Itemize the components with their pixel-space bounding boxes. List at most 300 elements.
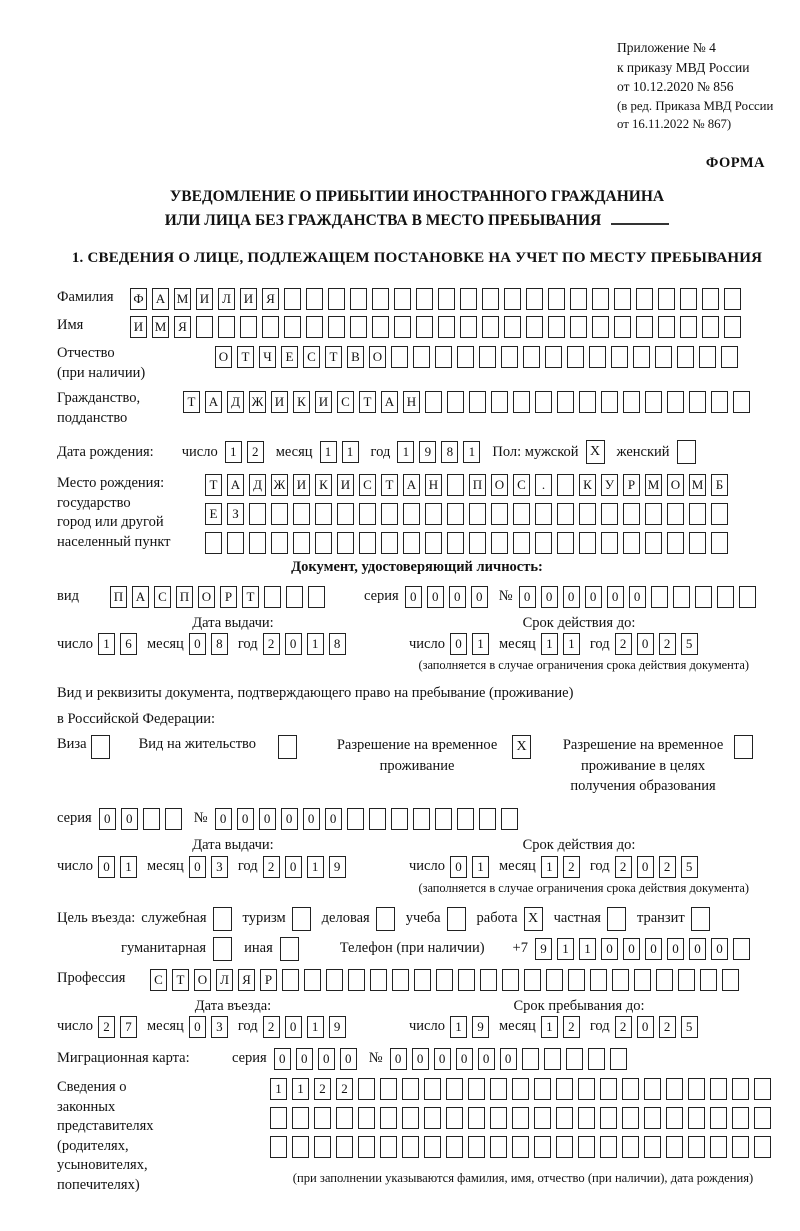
- char-cell[interactable]: [469, 503, 486, 525]
- char-cell[interactable]: [689, 532, 706, 554]
- char-cell[interactable]: [710, 1136, 727, 1158]
- char-cell[interactable]: Е: [205, 503, 222, 525]
- char-cell[interactable]: 0: [519, 586, 536, 608]
- char-cell[interactable]: [579, 391, 596, 413]
- char-cell[interactable]: Т: [205, 474, 222, 496]
- char-cell[interactable]: Л: [218, 288, 235, 310]
- char-cell[interactable]: 1: [563, 633, 580, 655]
- char-cell[interactable]: [724, 316, 741, 338]
- char-cell[interactable]: [372, 316, 389, 338]
- char-cell[interactable]: И: [337, 474, 354, 496]
- char-cell[interactable]: [645, 503, 662, 525]
- char-cell[interactable]: [732, 1078, 749, 1100]
- char-cell[interactable]: [666, 1107, 683, 1129]
- char-cell[interactable]: [522, 1048, 539, 1070]
- char-cell[interactable]: 1: [541, 1016, 558, 1038]
- char-cell[interactable]: [438, 288, 455, 310]
- char-cell[interactable]: [262, 316, 279, 338]
- char-cell[interactable]: [556, 1107, 573, 1129]
- char-cell[interactable]: 2: [659, 1016, 676, 1038]
- char-cell[interactable]: [446, 1078, 463, 1100]
- char-cell[interactable]: [436, 969, 453, 991]
- char-cell[interactable]: [218, 316, 235, 338]
- char-cell[interactable]: К: [293, 391, 310, 413]
- char-cell[interactable]: [469, 391, 486, 413]
- char-cell[interactable]: 0: [427, 586, 444, 608]
- char-cell[interactable]: 0: [259, 808, 276, 830]
- char-cell[interactable]: [700, 969, 717, 991]
- char-cell[interactable]: [479, 808, 496, 830]
- char-cell[interactable]: 0: [637, 1016, 654, 1038]
- char-cell[interactable]: С: [154, 586, 171, 608]
- char-cell[interactable]: Т: [242, 586, 259, 608]
- char-cell[interactable]: [592, 316, 609, 338]
- char-cell[interactable]: О: [369, 346, 386, 368]
- char-cell[interactable]: 0: [98, 856, 115, 878]
- char-cell[interactable]: [414, 969, 431, 991]
- char-cell[interactable]: [680, 316, 697, 338]
- char-cell[interactable]: 0: [296, 1048, 313, 1070]
- char-cell[interactable]: [678, 969, 695, 991]
- char-cell[interactable]: С: [150, 969, 167, 991]
- char-cell[interactable]: [566, 1048, 583, 1070]
- char-cell[interactable]: 0: [318, 1048, 335, 1070]
- char-cell[interactable]: 0: [711, 938, 728, 960]
- char-cell[interactable]: М: [174, 288, 191, 310]
- char-cell[interactable]: 1: [307, 1016, 324, 1038]
- char-cell[interactable]: И: [271, 391, 288, 413]
- char-cell[interactable]: [733, 938, 750, 960]
- char-cell[interactable]: [710, 1107, 727, 1129]
- char-cell[interactable]: Я: [238, 969, 255, 991]
- char-cell[interactable]: П: [110, 586, 127, 608]
- char-cell[interactable]: [425, 391, 442, 413]
- char-cell[interactable]: [557, 391, 574, 413]
- char-cell[interactable]: [578, 1107, 595, 1129]
- char-cell[interactable]: [394, 316, 411, 338]
- char-cell[interactable]: [447, 532, 464, 554]
- char-cell[interactable]: [249, 503, 266, 525]
- char-cell[interactable]: К: [579, 474, 596, 496]
- char-cell[interactable]: [666, 1078, 683, 1100]
- char-cell[interactable]: Т: [325, 346, 342, 368]
- char-cell[interactable]: [513, 532, 530, 554]
- char-cell[interactable]: [314, 1136, 331, 1158]
- char-cell[interactable]: [501, 346, 518, 368]
- char-cell[interactable]: [326, 969, 343, 991]
- char-cell[interactable]: [304, 969, 321, 991]
- char-cell[interactable]: 2: [659, 633, 676, 655]
- purpose-private-checkbox[interactable]: [607, 907, 626, 931]
- char-cell[interactable]: [523, 346, 540, 368]
- char-cell[interactable]: [358, 1107, 375, 1129]
- char-cell[interactable]: [413, 808, 430, 830]
- char-cell[interactable]: 0: [637, 856, 654, 878]
- char-cell[interactable]: [315, 503, 332, 525]
- char-cell[interactable]: [557, 532, 574, 554]
- char-cell[interactable]: 0: [623, 938, 640, 960]
- char-cell[interactable]: [611, 346, 628, 368]
- char-cell[interactable]: 6: [120, 633, 137, 655]
- char-cell[interactable]: Р: [623, 474, 640, 496]
- char-cell[interactable]: 0: [412, 1048, 429, 1070]
- char-cell[interactable]: [402, 1078, 419, 1100]
- char-cell[interactable]: [579, 532, 596, 554]
- char-cell[interactable]: [651, 586, 668, 608]
- char-cell[interactable]: 3: [211, 856, 228, 878]
- char-cell[interactable]: [270, 1107, 287, 1129]
- char-cell[interactable]: [667, 503, 684, 525]
- char-cell[interactable]: [502, 969, 519, 991]
- char-cell[interactable]: С: [337, 391, 354, 413]
- char-cell[interactable]: [457, 808, 474, 830]
- char-cell[interactable]: [535, 532, 552, 554]
- char-cell[interactable]: [350, 316, 367, 338]
- char-cell[interactable]: 9: [329, 1016, 346, 1038]
- char-cell[interactable]: 2: [659, 856, 676, 878]
- char-cell[interactable]: [702, 288, 719, 310]
- char-cell[interactable]: Т: [172, 969, 189, 991]
- char-cell[interactable]: [284, 288, 301, 310]
- char-cell[interactable]: [264, 586, 281, 608]
- char-cell[interactable]: [733, 391, 750, 413]
- char-cell[interactable]: 0: [189, 856, 206, 878]
- char-cell[interactable]: [380, 1136, 397, 1158]
- char-cell[interactable]: 1: [292, 1078, 309, 1100]
- char-cell[interactable]: 3: [211, 1016, 228, 1038]
- char-cell[interactable]: И: [315, 391, 332, 413]
- char-cell[interactable]: [512, 1078, 529, 1100]
- purpose-official-checkbox[interactable]: [213, 907, 232, 931]
- char-cell[interactable]: [623, 503, 640, 525]
- char-cell[interactable]: [460, 316, 477, 338]
- char-cell[interactable]: 7: [120, 1016, 137, 1038]
- char-cell[interactable]: С: [303, 346, 320, 368]
- char-cell[interactable]: 1: [307, 856, 324, 878]
- char-cell[interactable]: [645, 532, 662, 554]
- char-cell[interactable]: [480, 969, 497, 991]
- char-cell[interactable]: [513, 503, 530, 525]
- char-cell[interactable]: [501, 808, 518, 830]
- char-cell[interactable]: [754, 1078, 771, 1100]
- char-cell[interactable]: 9: [419, 441, 436, 463]
- char-cell[interactable]: [315, 532, 332, 554]
- char-cell[interactable]: 0: [645, 938, 662, 960]
- char-cell[interactable]: [656, 969, 673, 991]
- char-cell[interactable]: [556, 1136, 573, 1158]
- char-cell[interactable]: Д: [227, 391, 244, 413]
- char-cell[interactable]: [337, 532, 354, 554]
- char-cell[interactable]: [601, 391, 618, 413]
- char-cell[interactable]: [658, 288, 675, 310]
- char-cell[interactable]: [512, 1136, 529, 1158]
- char-cell[interactable]: [658, 316, 675, 338]
- char-cell[interactable]: [534, 1107, 551, 1129]
- char-cell[interactable]: [359, 532, 376, 554]
- char-cell[interactable]: [544, 1048, 561, 1070]
- char-cell[interactable]: [634, 969, 651, 991]
- char-cell[interactable]: [369, 808, 386, 830]
- char-cell[interactable]: 1: [120, 856, 137, 878]
- char-cell[interactable]: П: [176, 586, 193, 608]
- char-cell[interactable]: И: [130, 316, 147, 338]
- char-cell[interactable]: [667, 391, 684, 413]
- char-cell[interactable]: [546, 969, 563, 991]
- visa-checkbox[interactable]: [91, 735, 110, 759]
- char-cell[interactable]: [491, 532, 508, 554]
- char-cell[interactable]: [359, 503, 376, 525]
- char-cell[interactable]: [479, 346, 496, 368]
- char-cell[interactable]: 0: [405, 586, 422, 608]
- char-cell[interactable]: [282, 969, 299, 991]
- char-cell[interactable]: [350, 288, 367, 310]
- char-cell[interactable]: [680, 288, 697, 310]
- char-cell[interactable]: Я: [174, 316, 191, 338]
- char-cell[interactable]: 1: [307, 633, 324, 655]
- char-cell[interactable]: Ж: [271, 474, 288, 496]
- purpose-transit-checkbox[interactable]: [691, 907, 710, 931]
- char-cell[interactable]: [600, 1107, 617, 1129]
- char-cell[interactable]: [588, 1048, 605, 1070]
- char-cell[interactable]: [699, 346, 716, 368]
- char-cell[interactable]: [622, 1078, 639, 1100]
- char-cell[interactable]: И: [293, 474, 310, 496]
- char-cell[interactable]: [293, 532, 310, 554]
- char-cell[interactable]: [227, 532, 244, 554]
- char-cell[interactable]: [380, 1078, 397, 1100]
- char-cell[interactable]: [394, 288, 411, 310]
- char-cell[interactable]: [435, 346, 452, 368]
- char-cell[interactable]: [601, 503, 618, 525]
- char-cell[interactable]: [380, 1107, 397, 1129]
- char-cell[interactable]: [644, 1136, 661, 1158]
- char-cell[interactable]: [754, 1107, 771, 1129]
- char-cell[interactable]: [425, 503, 442, 525]
- char-cell[interactable]: [504, 288, 521, 310]
- char-cell[interactable]: [447, 391, 464, 413]
- char-cell[interactable]: 0: [667, 938, 684, 960]
- char-cell[interactable]: 2: [563, 856, 580, 878]
- char-cell[interactable]: [270, 1136, 287, 1158]
- char-cell[interactable]: [402, 1107, 419, 1129]
- char-cell[interactable]: 1: [472, 633, 489, 655]
- char-cell[interactable]: У: [601, 474, 618, 496]
- char-cell[interactable]: [666, 1136, 683, 1158]
- char-cell[interactable]: [468, 1078, 485, 1100]
- char-cell[interactable]: 0: [449, 586, 466, 608]
- char-cell[interactable]: [337, 503, 354, 525]
- char-cell[interactable]: [589, 346, 606, 368]
- char-cell[interactable]: [469, 532, 486, 554]
- char-cell[interactable]: 9: [535, 938, 552, 960]
- temp-residence-checkbox[interactable]: X: [512, 735, 531, 759]
- char-cell[interactable]: 0: [340, 1048, 357, 1070]
- char-cell[interactable]: [600, 1136, 617, 1158]
- char-cell[interactable]: [557, 503, 574, 525]
- char-cell[interactable]: [524, 969, 541, 991]
- char-cell[interactable]: О: [215, 346, 232, 368]
- char-cell[interactable]: [468, 1136, 485, 1158]
- char-cell[interactable]: [636, 316, 653, 338]
- char-cell[interactable]: [416, 288, 433, 310]
- char-cell[interactable]: [732, 1136, 749, 1158]
- char-cell[interactable]: [424, 1107, 441, 1129]
- char-cell[interactable]: [416, 316, 433, 338]
- char-cell[interactable]: 2: [263, 1016, 280, 1038]
- char-cell[interactable]: 8: [441, 441, 458, 463]
- char-cell[interactable]: [622, 1107, 639, 1129]
- char-cell[interactable]: 0: [281, 808, 298, 830]
- char-cell[interactable]: [425, 532, 442, 554]
- char-cell[interactable]: [644, 1078, 661, 1100]
- char-cell[interactable]: 1: [472, 856, 489, 878]
- char-cell[interactable]: [724, 288, 741, 310]
- char-cell[interactable]: [293, 503, 310, 525]
- char-cell[interactable]: 0: [601, 938, 618, 960]
- char-cell[interactable]: [644, 1107, 661, 1129]
- char-cell[interactable]: А: [381, 391, 398, 413]
- char-cell[interactable]: [633, 346, 650, 368]
- char-cell[interactable]: Т: [183, 391, 200, 413]
- char-cell[interactable]: 9: [472, 1016, 489, 1038]
- char-cell[interactable]: [347, 808, 364, 830]
- char-cell[interactable]: [286, 586, 303, 608]
- char-cell[interactable]: О: [491, 474, 508, 496]
- char-cell[interactable]: [526, 316, 543, 338]
- char-cell[interactable]: Ж: [249, 391, 266, 413]
- char-cell[interactable]: 0: [478, 1048, 495, 1070]
- char-cell[interactable]: [196, 316, 213, 338]
- char-cell[interactable]: 8: [329, 633, 346, 655]
- char-cell[interactable]: [689, 391, 706, 413]
- char-cell[interactable]: [739, 586, 756, 608]
- char-cell[interactable]: [458, 969, 475, 991]
- char-cell[interactable]: 0: [99, 808, 116, 830]
- char-cell[interactable]: [614, 316, 631, 338]
- char-cell[interactable]: Н: [425, 474, 442, 496]
- char-cell[interactable]: [623, 391, 640, 413]
- char-cell[interactable]: [548, 288, 565, 310]
- char-cell[interactable]: 0: [237, 808, 254, 830]
- char-cell[interactable]: 0: [607, 586, 624, 608]
- char-cell[interactable]: [545, 346, 562, 368]
- char-cell[interactable]: 0: [121, 808, 138, 830]
- char-cell[interactable]: [504, 316, 521, 338]
- char-cell[interactable]: 2: [314, 1078, 331, 1100]
- char-cell[interactable]: Т: [359, 391, 376, 413]
- char-cell[interactable]: 2: [263, 856, 280, 878]
- residence-permit-checkbox[interactable]: [278, 735, 297, 759]
- char-cell[interactable]: [381, 503, 398, 525]
- char-cell[interactable]: [578, 1078, 595, 1100]
- char-cell[interactable]: [424, 1078, 441, 1100]
- char-cell[interactable]: [548, 316, 565, 338]
- char-cell[interactable]: О: [198, 586, 215, 608]
- char-cell[interactable]: [308, 586, 325, 608]
- char-cell[interactable]: [392, 969, 409, 991]
- char-cell[interactable]: [358, 1136, 375, 1158]
- char-cell[interactable]: 2: [615, 633, 632, 655]
- char-cell[interactable]: [689, 503, 706, 525]
- char-cell[interactable]: 1: [541, 633, 558, 655]
- sex-male-checkbox[interactable]: X: [586, 440, 605, 464]
- char-cell[interactable]: [306, 288, 323, 310]
- char-cell[interactable]: [358, 1078, 375, 1100]
- char-cell[interactable]: [205, 532, 222, 554]
- char-cell[interactable]: 1: [557, 938, 574, 960]
- char-cell[interactable]: [673, 586, 690, 608]
- char-cell[interactable]: 0: [456, 1048, 473, 1070]
- char-cell[interactable]: С: [359, 474, 376, 496]
- char-cell[interactable]: С: [513, 474, 530, 496]
- char-cell[interactable]: [490, 1107, 507, 1129]
- char-cell[interactable]: [370, 969, 387, 991]
- char-cell[interactable]: [249, 532, 266, 554]
- char-cell[interactable]: Т: [237, 346, 254, 368]
- char-cell[interactable]: [570, 288, 587, 310]
- char-cell[interactable]: 5: [681, 633, 698, 655]
- char-cell[interactable]: [655, 346, 672, 368]
- char-cell[interactable]: 2: [336, 1078, 353, 1100]
- char-cell[interactable]: [534, 1136, 551, 1158]
- char-cell[interactable]: [526, 288, 543, 310]
- char-cell[interactable]: [695, 586, 712, 608]
- char-cell[interactable]: Е: [281, 346, 298, 368]
- char-cell[interactable]: [717, 586, 734, 608]
- char-cell[interactable]: [336, 1136, 353, 1158]
- purpose-business-checkbox[interactable]: [376, 907, 395, 931]
- char-cell[interactable]: 2: [615, 1016, 632, 1038]
- char-cell[interactable]: А: [132, 586, 149, 608]
- char-cell[interactable]: О: [667, 474, 684, 496]
- char-cell[interactable]: Т: [381, 474, 398, 496]
- char-cell[interactable]: [534, 1078, 551, 1100]
- char-cell[interactable]: [610, 1048, 627, 1070]
- char-cell[interactable]: 0: [189, 1016, 206, 1038]
- char-cell[interactable]: [722, 969, 739, 991]
- char-cell[interactable]: В: [347, 346, 364, 368]
- char-cell[interactable]: 1: [450, 1016, 467, 1038]
- char-cell[interactable]: [447, 474, 464, 496]
- char-cell[interactable]: А: [227, 474, 244, 496]
- char-cell[interactable]: [622, 1136, 639, 1158]
- char-cell[interactable]: 1: [397, 441, 414, 463]
- char-cell[interactable]: [284, 316, 301, 338]
- char-cell[interactable]: [623, 532, 640, 554]
- char-cell[interactable]: 0: [563, 586, 580, 608]
- char-cell[interactable]: [372, 288, 389, 310]
- char-cell[interactable]: [667, 532, 684, 554]
- char-cell[interactable]: 0: [471, 586, 488, 608]
- char-cell[interactable]: [600, 1078, 617, 1100]
- char-cell[interactable]: [457, 346, 474, 368]
- char-cell[interactable]: [391, 808, 408, 830]
- char-cell[interactable]: [391, 346, 408, 368]
- char-cell[interactable]: 0: [390, 1048, 407, 1070]
- char-cell[interactable]: [592, 288, 609, 310]
- char-cell[interactable]: А: [205, 391, 222, 413]
- char-cell[interactable]: [677, 346, 694, 368]
- char-cell[interactable]: [754, 1136, 771, 1158]
- temp-residence-edu-checkbox[interactable]: [734, 735, 753, 759]
- char-cell[interactable]: 0: [285, 856, 302, 878]
- char-cell[interactable]: [579, 503, 596, 525]
- purpose-work-checkbox[interactable]: X: [524, 907, 543, 931]
- char-cell[interactable]: [424, 1136, 441, 1158]
- char-cell[interactable]: Я: [262, 288, 279, 310]
- char-cell[interactable]: Н: [403, 391, 420, 413]
- char-cell[interactable]: [578, 1136, 595, 1158]
